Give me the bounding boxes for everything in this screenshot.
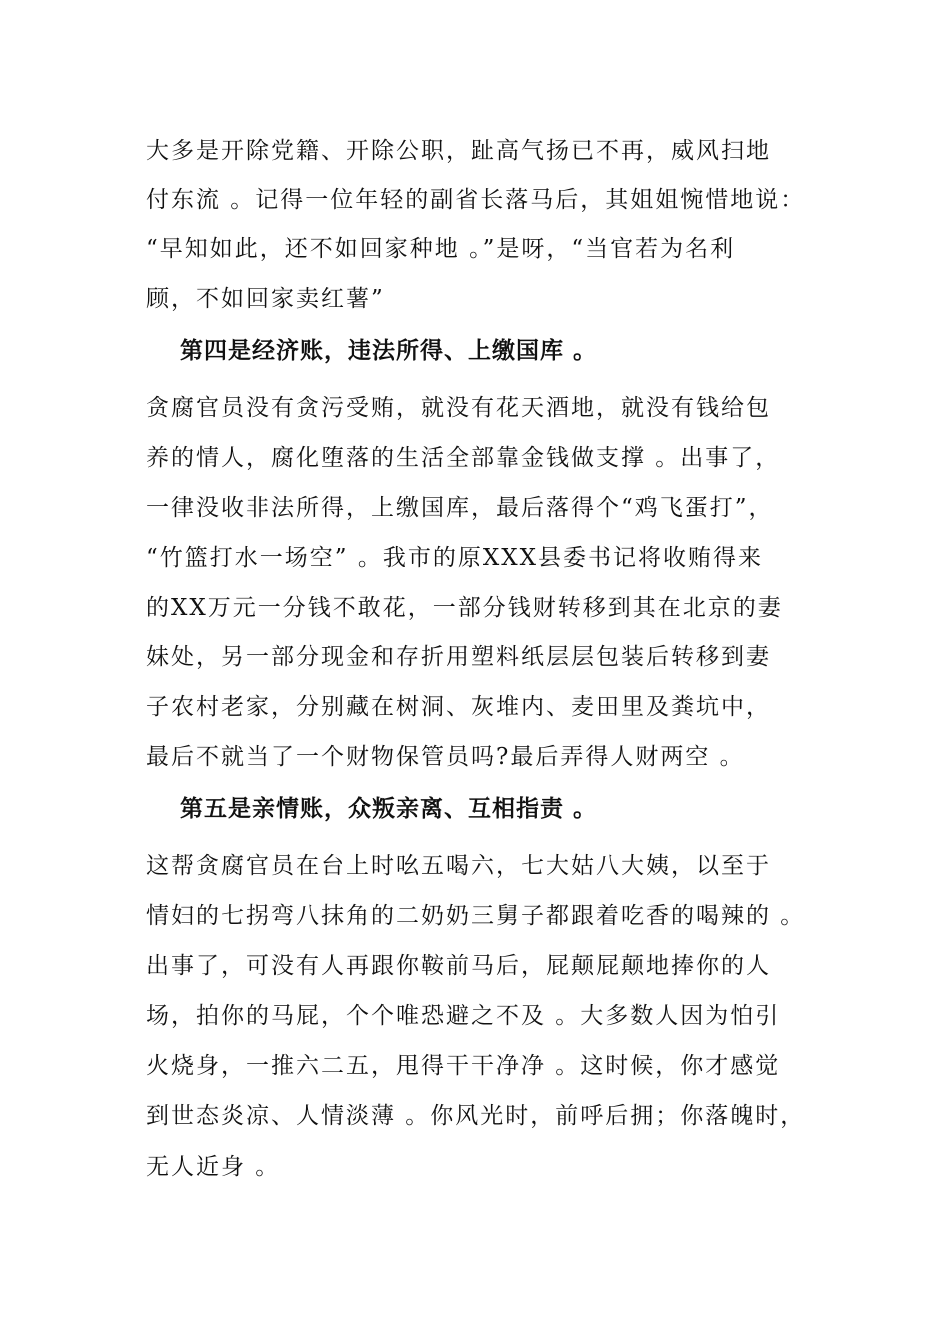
section-heading-4: 第四是经济账，违法所得、上缴国库 。 bbox=[180, 337, 598, 364]
paragraph-2-line-4: “竹篮打水一场空” 。我市的原XXX县委书记将收贿得来 bbox=[146, 545, 763, 571]
paragraph-2-line-3: 一律没收非法所得，上缴国库，最后落得个“鸡飞蛋打”， bbox=[146, 495, 774, 521]
paragraph-3-line-3: 出事了，可没有人再跟你鞍前马后，屁颠屁颠地捧你的人 bbox=[146, 953, 771, 979]
paragraph-1-line-3: “早知如此，还不如回家种地 。”是呀，“当官若为名利 bbox=[146, 236, 736, 262]
paragraph-1-line-2: 付东流 。记得一位年轻的副省长落马后，其姐姐惋惜地说： bbox=[146, 187, 806, 213]
paragraph-3-line-5: 火烧身，一推六二五，甩得干干净净 。这时候，你才感觉 bbox=[146, 1053, 781, 1079]
paragraph-2-line-7: 子农村老家，分别藏在树洞、灰堆内、麦田里及粪坑中， bbox=[146, 694, 771, 720]
paragraph-2-line-5: 的XX万元一分钱不敢花，一部分钱财转移到其在北京的妻 bbox=[146, 595, 783, 621]
paragraph-3-line-7: 无人近身 。 bbox=[146, 1154, 281, 1180]
paragraph-3-line-4: 场，拍你的马屁，个个唯恐避之不及 。大多数人因为怕引 bbox=[146, 1003, 781, 1029]
paragraph-2-line-2: 养的情人，腐化堕落的生活全部靠金钱做支撑 。出事了， bbox=[146, 445, 781, 471]
paragraph-1-line-4: 顾，不如回家卖红薯” bbox=[146, 286, 385, 312]
paragraph-1-line-1: 大多是开除党籍、开除公职，趾高气扬已不再，威风扫地 bbox=[146, 138, 771, 164]
paragraph-2-line-1: 贪腐官员没有贪污受贿，就没有花天酒地，就没有钱给包 bbox=[146, 395, 771, 421]
paragraph-2-line-8: 最后不就当了一个财物保管员吗?最后弄得人财两空 。 bbox=[146, 744, 745, 770]
section-heading-5: 第五是亲情账，众叛亲离、互相指责 。 bbox=[180, 795, 598, 822]
paragraph-2-line-6: 妹处，另一部分现金和存折用塑料纸层层包装后转移到妻 bbox=[146, 644, 771, 670]
paragraph-3-line-6: 到世态炎凉、人情淡薄 。你风光时，前呼后拥；你落魄时， bbox=[146, 1103, 806, 1129]
paragraph-3-line-2: 情妇的七拐弯八抹角的二奶奶三舅子都跟着吃香的喝辣的 。 bbox=[146, 903, 806, 929]
paragraph-3-line-1: 这帮贪腐官员在台上时吆五喝六，七大姑八大姨，以至于 bbox=[146, 853, 771, 879]
